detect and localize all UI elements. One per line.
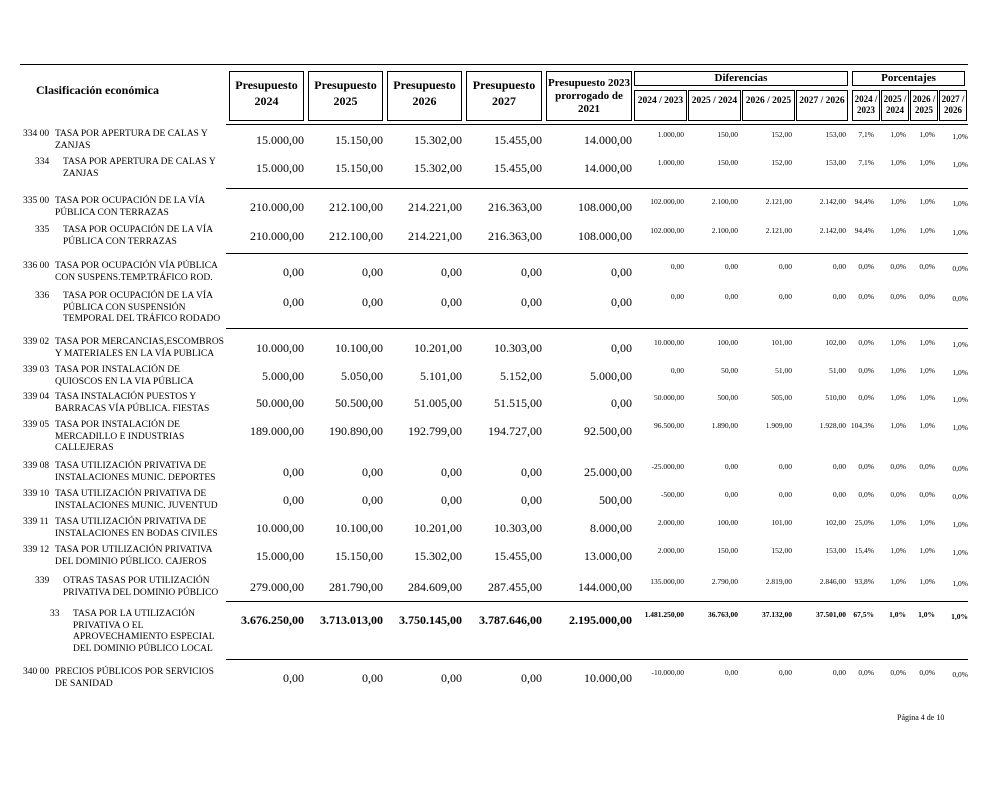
difference-value: 96.500,00 — [654, 421, 684, 430]
dif-header-1: 2025 / 2024 — [688, 90, 741, 121]
difference-value: 0,00 — [832, 462, 846, 471]
budget-value: 92.500,00 — [584, 424, 632, 438]
difference-value: 0,00 — [778, 262, 792, 271]
budget-value: 0,00 — [441, 465, 462, 479]
difference-value: 0,00 — [778, 668, 792, 677]
row-code: 339 05 — [23, 420, 50, 430]
col-header-2026: Presupuesto 2026 — [387, 71, 462, 121]
budget-value: 0,00 — [611, 341, 632, 355]
row-description: OTRAS TASAS POR UTILIZACIÓN PRIVATIVA DEL DOMINIO PÚBLICO — [63, 576, 219, 598]
percentage-value: 1,0% — [919, 130, 935, 139]
difference-value: -10.000,00 — [651, 668, 684, 677]
percentage-value: 1,0% — [952, 520, 968, 529]
difference-value: 2.000,00 — [657, 546, 684, 555]
budget-value: 0,00 — [283, 465, 304, 479]
row-code: 334 00 — [23, 129, 50, 139]
budget-value: 0,00 — [362, 493, 383, 507]
budget-value: 15.302,00 — [414, 133, 462, 147]
difference-value: 1.000,00 — [657, 130, 684, 139]
percentage-value: 0,0% — [858, 393, 874, 402]
budget-value: 216.363,00 — [488, 229, 542, 243]
percentage-value: 0,0% — [858, 366, 874, 375]
row-description: TASA POR INSTALACIÓN DE MERCADILLO E INDUSTRIAS CALLEJERAS — [55, 420, 185, 453]
pct-header-0: 2024 / 2023 — [852, 90, 880, 121]
budget-value: 0,00 — [441, 671, 462, 685]
percentage-value: 0,0% — [952, 492, 968, 501]
percentage-value: 1,0% — [919, 158, 935, 167]
percentage-value: 1,0% — [919, 226, 935, 235]
difference-value: 102.000,00 — [650, 226, 684, 235]
budget-value: 15.000,00 — [256, 133, 304, 147]
budget-value: 0,00 — [521, 465, 542, 479]
budget-value: 8.000,00 — [590, 521, 632, 535]
page-number: Página 4 de 10 — [897, 713, 945, 722]
percentage-value: 1,0% — [890, 518, 906, 527]
row-code: 339 04 — [23, 392, 50, 402]
col-header-2023: Presupuesto 2023 prorrogado de 2021 — [546, 71, 632, 121]
row-description: TASA POR OCUPACIÓN DE LA VÍA PÚBLICA CON TERRAZAS — [55, 196, 205, 218]
budget-value: 14.000,00 — [584, 161, 632, 175]
top-rule — [20, 64, 968, 65]
percentage-value: 1,0% — [890, 226, 906, 235]
row-code: 339 03 — [23, 365, 50, 375]
dif-header-2: 2026 / 2025 — [742, 90, 795, 121]
percentage-value: 1,0% — [890, 197, 906, 206]
difference-value: 135.000,00 — [650, 577, 684, 586]
budget-value: 0,00 — [521, 671, 542, 685]
group-rule — [226, 188, 968, 189]
difference-value: 2.142,00 — [819, 197, 846, 206]
percentage-value: 0,0% — [858, 668, 874, 677]
percentage-value: 0,0% — [952, 670, 968, 679]
group-rule — [226, 659, 968, 660]
percentage-value: 1,0% — [951, 612, 968, 621]
percentage-value: 67,5% — [853, 610, 874, 619]
percentage-value: 7,1% — [858, 158, 874, 167]
difference-value: 0,00 — [778, 292, 792, 301]
budget-value: 144.000,00 — [578, 580, 632, 594]
percentage-value: 1,0% — [890, 338, 906, 347]
dif-header-0: 2024 / 2023 — [634, 90, 687, 121]
budget-value: 0,00 — [611, 295, 632, 309]
row-description: TASA UTILIZACIÓN PRIVATIVA DE INSTALACIONES EN BODAS CIVILES — [55, 517, 218, 539]
percentage-value: 93,8% — [854, 577, 874, 586]
percentage-value: 1,0% — [890, 130, 906, 139]
percentage-value: 1,0% — [890, 577, 906, 586]
percentage-value: 1,0% — [890, 366, 906, 375]
budget-value: 50.000,00 — [256, 396, 304, 410]
row-description: TASA POR APERTURA DE CALAS Y ZANJAS — [55, 129, 208, 151]
budget-value: 0,00 — [441, 265, 462, 279]
budget-value: 51.515,00 — [494, 396, 542, 410]
difference-value: 150,00 — [717, 130, 738, 139]
budget-value: 210.000,00 — [250, 200, 304, 214]
budget-value: 214.221,00 — [408, 200, 462, 214]
difference-value: 102,00 — [825, 338, 846, 347]
percentage-value: 1,0% — [919, 577, 935, 586]
difference-value: -500,00 — [660, 490, 684, 499]
difference-value: 2.100,00 — [711, 226, 738, 235]
difference-value: 51,00 — [775, 366, 792, 375]
difference-value: 150,00 — [717, 158, 738, 167]
difference-value: 2.819,00 — [765, 577, 792, 586]
percentage-value: 0,0% — [919, 490, 935, 499]
percentage-value: 1,0% — [890, 546, 906, 555]
percentage-value: 15,4% — [854, 546, 874, 555]
difference-value: 0,00 — [832, 490, 846, 499]
row-code: 334 — [35, 157, 50, 167]
row-code: 339 10 — [23, 489, 50, 499]
row-code: 339 — [35, 576, 50, 586]
percentage-value: 1,0% — [952, 228, 968, 237]
difference-value: 0,00 — [778, 462, 792, 471]
difference-value: 51,00 — [829, 366, 846, 375]
budget-value: 192.799,00 — [408, 424, 462, 438]
difference-value: 0,00 — [724, 292, 738, 301]
difference-value: 2.846,00 — [819, 577, 846, 586]
budget-value: 3.787.646,00 — [479, 613, 542, 627]
percentage-value: 0,0% — [890, 262, 906, 271]
row-code: 339 11 — [23, 517, 49, 527]
difference-value: 37.501,00 — [816, 610, 846, 619]
budget-value: 281.790,00 — [329, 580, 383, 594]
difference-value: 505,00 — [771, 393, 792, 402]
row-description: TASA UTILIZACIÓN PRIVATIVA DE INSTALACIONES MUNIC. JUVENTUD — [55, 489, 218, 511]
difference-value: 0,00 — [724, 462, 738, 471]
percentage-value: 1,0% — [919, 197, 935, 206]
budget-value: 216.363,00 — [488, 200, 542, 214]
difference-value: 1.481.250,00 — [644, 610, 684, 619]
difference-value: 150,00 — [717, 546, 738, 555]
budget-value: 10.201,00 — [414, 521, 462, 535]
difference-value: 2.000,00 — [657, 518, 684, 527]
difference-value: 152,00 — [771, 158, 792, 167]
budget-value: 0,00 — [362, 671, 383, 685]
percentage-value: 7,1% — [858, 130, 874, 139]
percentage-value: 0,0% — [952, 464, 968, 473]
row-description: TASA POR UTILIZACIÓN PRIVATIVA DEL DOMINIO PÚBLICO. CAJEROS — [55, 545, 212, 567]
budget-value: 0,00 — [521, 265, 542, 279]
row-code: 339 08 — [23, 461, 50, 471]
percentage-value: 25,0% — [854, 518, 874, 527]
difference-value: 2.121,00 — [765, 197, 792, 206]
budget-value: 10.201,00 — [414, 341, 462, 355]
percentage-value: 0,0% — [890, 462, 906, 471]
budget-value: 15.455,00 — [494, 161, 542, 175]
budget-value: 25.000,00 — [584, 465, 632, 479]
percentage-value: 1,0% — [952, 132, 968, 141]
pct-header-2: 2026 / 2025 — [910, 90, 938, 121]
percentage-value: 94,4% — [854, 226, 874, 235]
percentage-value: 0,0% — [919, 462, 935, 471]
row-description: TASA POR INSTALACIÓN DE QUIOSCOS EN LA VIA PÚBLICA — [55, 365, 194, 387]
budget-value: 15.455,00 — [494, 549, 542, 563]
difference-value: 2.121,00 — [765, 226, 792, 235]
percentage-value: 0,0% — [952, 294, 968, 303]
diferencias-header: Diferencias — [634, 71, 848, 86]
budget-value: 5.050,00 — [341, 369, 383, 383]
row-code: 336 00 — [23, 261, 50, 271]
row-code: 335 — [35, 225, 50, 235]
difference-value: 2.142,00 — [819, 226, 846, 235]
budget-value: 5.000,00 — [590, 369, 632, 383]
percentage-value: 0,0% — [858, 292, 874, 301]
budget-value: 3.713.013,00 — [320, 613, 383, 627]
budget-value: 0,00 — [441, 295, 462, 309]
budget-value: 108.000,00 — [578, 229, 632, 243]
budget-value: 287.455,00 — [488, 580, 542, 594]
difference-value: 153,00 — [825, 130, 846, 139]
budget-value: 0,00 — [362, 465, 383, 479]
percentage-value: 0,0% — [890, 490, 906, 499]
col-header-2024: Presupuesto 2024 — [229, 71, 304, 121]
percentage-value: 1,0% — [952, 340, 968, 349]
budget-value: 13.000,00 — [584, 549, 632, 563]
porcentajes-header: Porcentajes — [852, 71, 965, 86]
row-description: TASA POR LA UTILIZACIÓN PRIVATIVA O EL APROVECHAMIENTO ESPECIAL DEL DOMINIO PÚBLICO LOCAL — [73, 609, 215, 654]
percentage-value: 1,0% — [919, 366, 935, 375]
percentage-value: 1,0% — [919, 421, 935, 430]
header-title: Clasificación económica — [36, 83, 159, 97]
difference-value: 0,00 — [832, 292, 846, 301]
difference-value: 153,00 — [825, 158, 846, 167]
difference-value: 50,00 — [721, 366, 738, 375]
budget-value: 5.000,00 — [262, 369, 304, 383]
percentage-value: 0,0% — [919, 292, 935, 301]
row-description: TASA POR OCUPACIÓN DE LA VÍA PÚBLICA CON TERRAZAS — [63, 225, 213, 247]
percentage-value: 1,0% — [889, 610, 906, 619]
pct-header-3: 2027 / 2026 — [939, 90, 967, 121]
budget-value: 108.000,00 — [578, 200, 632, 214]
difference-value: -25.000,00 — [651, 462, 684, 471]
percentage-value: 1,0% — [952, 199, 968, 208]
percentage-value: 0,0% — [919, 668, 935, 677]
percentage-value: 1,0% — [952, 368, 968, 377]
row-description: TASA POR APERTURA DE CALAS Y ZANJAS — [63, 157, 216, 179]
percentage-value: 1,0% — [918, 610, 935, 619]
budget-value: 10.000,00 — [256, 341, 304, 355]
percentage-value: 1,0% — [890, 393, 906, 402]
difference-value: 0,00 — [832, 262, 846, 271]
budget-value: 10.303,00 — [494, 341, 542, 355]
percentage-value: 1,0% — [919, 518, 935, 527]
row-description: TASA POR OCUPACIÓN VÍA PÚBLICA CON SUSPENS.TEMP.TRÁFICO ROD. — [55, 261, 218, 283]
row-code: 339 02 — [23, 337, 50, 347]
percentage-value: 0,0% — [858, 338, 874, 347]
percentage-value: 0,0% — [858, 462, 874, 471]
percentage-value: 0,0% — [952, 264, 968, 273]
row-code: 335 00 — [23, 196, 50, 206]
row-description: TASA INSTALACIÓN PUESTOS Y BARRACAS VÍA PÚBLICA. FIESTAS — [55, 392, 210, 414]
header-rule — [226, 124, 968, 125]
percentage-value: 1,0% — [919, 393, 935, 402]
row-code: 33 — [50, 609, 60, 619]
row-code: 336 — [35, 291, 50, 301]
percentage-value: 0,0% — [890, 292, 906, 301]
row-description: TASA POR MERCANCIAS,ESCOMBROS Y MATERIALES EN LA VÍA PUBLICA — [55, 337, 224, 359]
budget-value: 15.302,00 — [414, 161, 462, 175]
percentage-value: 1,0% — [919, 338, 935, 347]
difference-value: 500,00 — [717, 393, 738, 402]
percentage-value: 1,0% — [890, 158, 906, 167]
percentage-value: 0,0% — [919, 262, 935, 271]
percentage-value: 0,0% — [890, 668, 906, 677]
difference-value: 152,00 — [771, 546, 792, 555]
difference-value: 100,00 — [717, 518, 738, 527]
budget-value: 50.500,00 — [335, 396, 383, 410]
difference-value: 37.132,00 — [762, 610, 792, 619]
budget-value: 0,00 — [283, 295, 304, 309]
budget-value: 0,00 — [283, 493, 304, 507]
group-rule — [226, 253, 968, 254]
pct-header-1: 2025 / 2024 — [881, 90, 909, 121]
budget-value: 15.302,00 — [414, 549, 462, 563]
difference-value: 0,00 — [832, 668, 846, 677]
difference-value: 152,00 — [771, 130, 792, 139]
budget-value: 0,00 — [362, 265, 383, 279]
budget-value: 3.750.145,00 — [399, 613, 462, 627]
difference-value: 0,00 — [724, 262, 738, 271]
budget-value: 10.100,00 — [335, 521, 383, 535]
difference-value: 1.000,00 — [657, 158, 684, 167]
difference-value: 100,00 — [717, 338, 738, 347]
percentage-value: 1,0% — [919, 546, 935, 555]
difference-value: 102,00 — [825, 518, 846, 527]
row-description: TASA UTILIZACIÓN PRIVATIVA DE INSTALACIONES MUNIC. DEPORTES — [55, 461, 216, 483]
budget-value: 3.676.250,00 — [241, 613, 304, 627]
difference-value: 0,00 — [724, 668, 738, 677]
budget-value: 0,00 — [362, 295, 383, 309]
budget-value: 214.221,00 — [408, 229, 462, 243]
percentage-value: 104,3% — [850, 421, 874, 430]
difference-value: 101,00 — [771, 518, 792, 527]
difference-value: 102.000,00 — [650, 197, 684, 206]
budget-value: 10.100,00 — [335, 341, 383, 355]
difference-value: 0,00 — [670, 262, 684, 271]
group-rule — [226, 328, 968, 329]
budget-value: 210.000,00 — [250, 229, 304, 243]
budget-value: 0,00 — [521, 493, 542, 507]
difference-value: 10.000,00 — [654, 338, 684, 347]
percentage-value: 1,0% — [952, 160, 968, 169]
budget-value: 15.150,00 — [335, 133, 383, 147]
budget-value: 5.101,00 — [420, 369, 462, 383]
difference-value: 0,00 — [724, 490, 738, 499]
col-header-2025: Presupuesto 2025 — [308, 71, 383, 121]
budget-value: 500,00 — [599, 493, 632, 507]
budget-value: 15.455,00 — [494, 133, 542, 147]
row-code: 339 12 — [23, 545, 50, 555]
budget-value: 0,00 — [283, 265, 304, 279]
budget-value: 284.609,00 — [408, 580, 462, 594]
budget-value: 15.150,00 — [335, 549, 383, 563]
budget-value: 0,00 — [521, 295, 542, 309]
difference-value: 510,00 — [825, 393, 846, 402]
percentage-value: 1,0% — [952, 423, 968, 432]
budget-value: 14.000,00 — [584, 133, 632, 147]
difference-value: 101,00 — [771, 338, 792, 347]
budget-value: 10.000,00 — [256, 521, 304, 535]
budget-value: 212.100,00 — [329, 229, 383, 243]
budget-value: 51.005,00 — [414, 396, 462, 410]
budget-value: 279.000,00 — [250, 580, 304, 594]
percentage-value: 94,4% — [854, 197, 874, 206]
percentage-value: 1,0% — [952, 579, 968, 588]
budget-value: 194.727,00 — [488, 424, 542, 438]
difference-value: 0,00 — [670, 366, 684, 375]
total-rule — [226, 601, 968, 602]
row-description: TASA POR OCUPACIÓN DE LA VÍA PÚBLICA CON SUSPENSIÓN TEMPORAL DEL TRÁFICO RODADO — [63, 291, 221, 324]
difference-value: 36.763,00 — [708, 610, 738, 619]
difference-value: 0,00 — [670, 292, 684, 301]
percentage-value: 1,0% — [952, 548, 968, 557]
budget-value: 0,00 — [441, 493, 462, 507]
difference-value: 2.790,00 — [711, 577, 738, 586]
difference-value: 1.928,00 — [819, 421, 846, 430]
difference-value: 153,00 — [825, 546, 846, 555]
difference-value: 1.909,00 — [765, 421, 792, 430]
difference-value: 50.000,00 — [654, 393, 684, 402]
budget-value: 190.890,00 — [329, 424, 383, 438]
budget-value: 212.100,00 — [329, 200, 383, 214]
budget-value: 0,00 — [283, 671, 304, 685]
dif-header-3: 2027 / 2026 — [796, 90, 848, 121]
percentage-value: 1,0% — [952, 395, 968, 404]
difference-value: 0,00 — [778, 490, 792, 499]
budget-value: 15.000,00 — [256, 549, 304, 563]
budget-value: 189.000,00 — [250, 424, 304, 438]
budget-value: 2.195.000,00 — [569, 613, 632, 627]
percentage-value: 0,0% — [858, 262, 874, 271]
row-code: 340 00 — [23, 667, 50, 677]
percentage-value: 1,0% — [890, 421, 906, 430]
budget-value: 5.152,00 — [500, 369, 542, 383]
budget-value: 10.303,00 — [494, 521, 542, 535]
difference-value: 2.100,00 — [711, 197, 738, 206]
difference-value: 1.890,00 — [711, 421, 738, 430]
budget-value: 0,00 — [611, 396, 632, 410]
budget-value: 10.000,00 — [584, 671, 632, 685]
row-description: PRECIOS PÚBLICOS POR SERVICIOS DE SANIDAD — [55, 667, 214, 689]
col-header-2027: Presupuesto 2027 — [466, 71, 542, 121]
budget-value: 0,00 — [611, 265, 632, 279]
budget-value: 15.000,00 — [256, 161, 304, 175]
budget-value: 15.150,00 — [335, 161, 383, 175]
percentage-value: 0,0% — [858, 490, 874, 499]
